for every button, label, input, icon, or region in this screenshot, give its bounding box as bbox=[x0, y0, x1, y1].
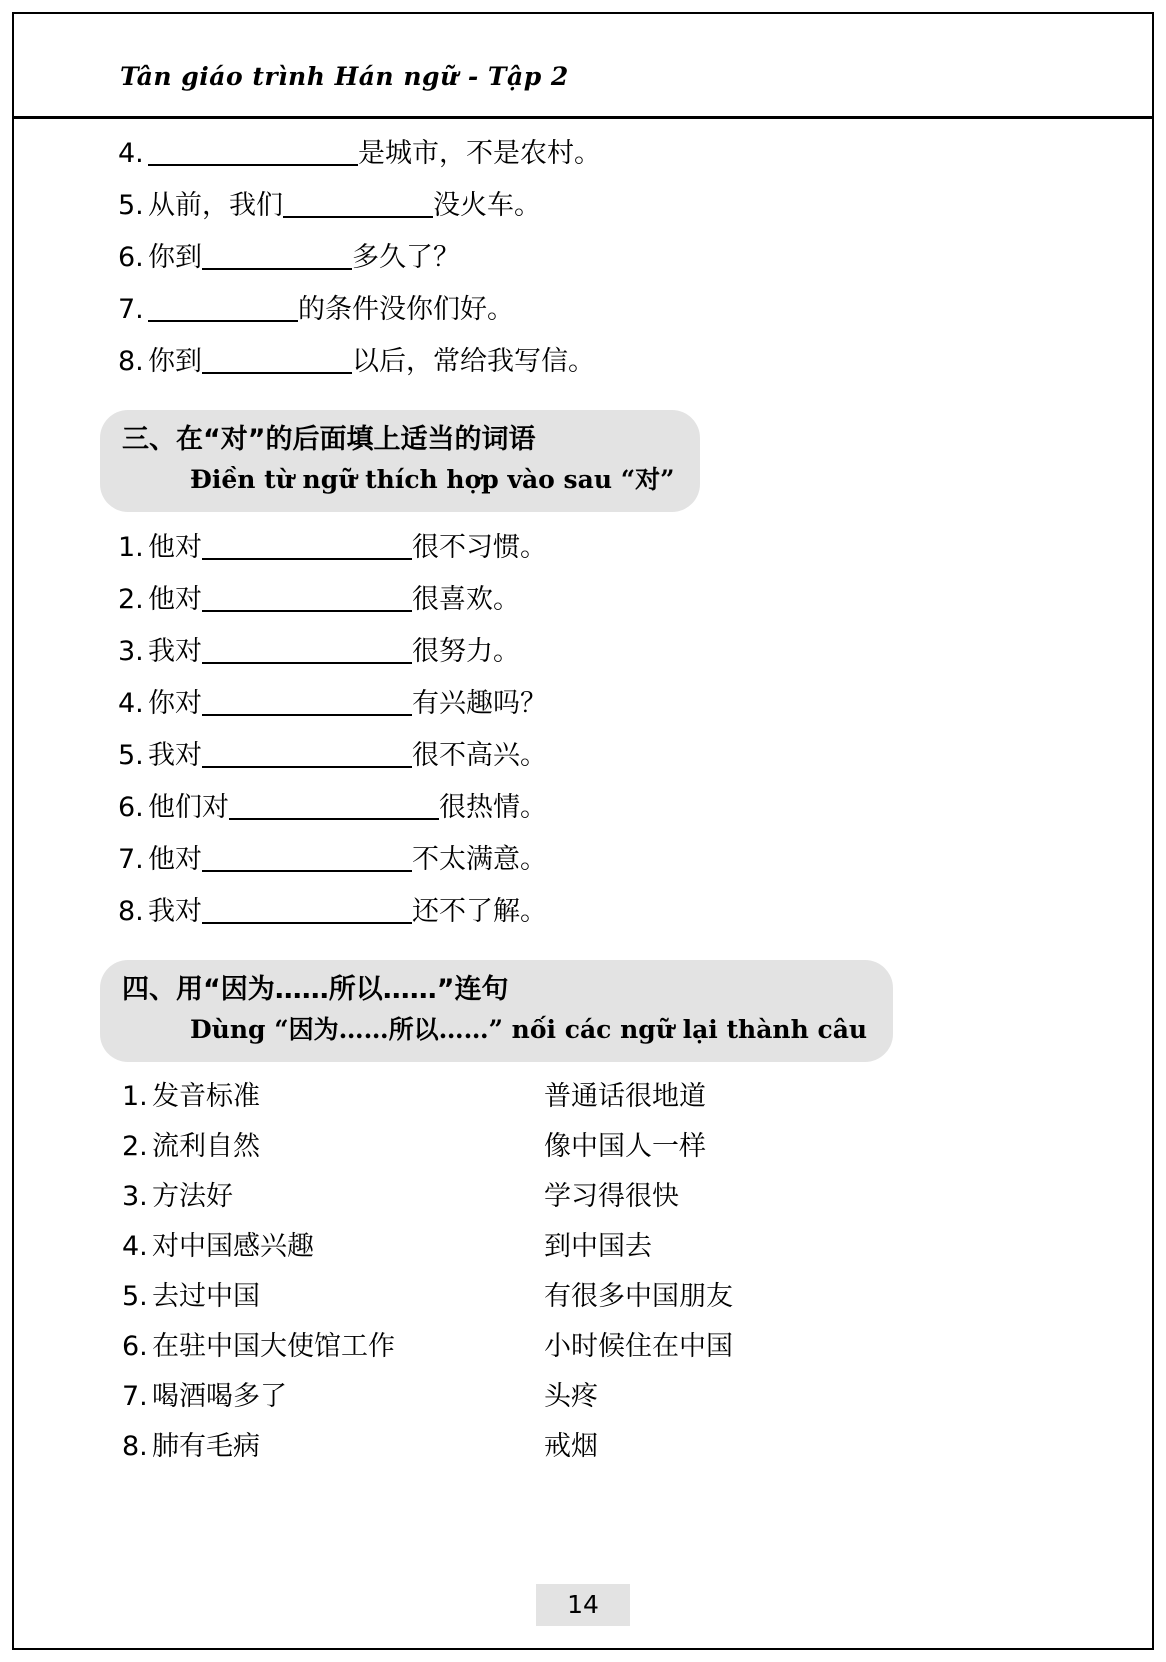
pair-right-text: 普通话很地道 bbox=[544, 1081, 706, 1112]
exercise-item bbox=[0, 730, 1166, 782]
pair-right-text: 小时候住在中国 bbox=[544, 1331, 733, 1362]
item-number: 7. bbox=[118, 294, 144, 325]
item-text-after: 没火车。 bbox=[433, 190, 541, 221]
item-text-before: 他对 bbox=[148, 584, 202, 615]
section-three-heading-cn: 三、在“对”的后面填上适当的词语 bbox=[122, 424, 536, 455]
item-text-after: 是城市，不是农村。 bbox=[358, 138, 601, 169]
item-number: 8. bbox=[122, 1431, 148, 1462]
fill-blank[interactable] bbox=[202, 844, 412, 872]
pair-left bbox=[122, 1072, 544, 1122]
item-text-after: 很不习惯。 bbox=[412, 532, 547, 563]
exercise-item bbox=[0, 626, 1166, 678]
exercise-item bbox=[0, 522, 1166, 574]
item-text-after: 有兴趣吗？ bbox=[412, 688, 547, 719]
section-four-heading bbox=[100, 960, 893, 1062]
fill-blank[interactable] bbox=[202, 242, 352, 270]
item-number: 4. bbox=[122, 1231, 148, 1262]
item-number: 6. bbox=[118, 792, 144, 823]
page-content bbox=[0, 128, 1166, 1472]
exercise-item bbox=[0, 336, 1166, 388]
section-three-heading bbox=[100, 410, 700, 512]
item-number: 7. bbox=[118, 844, 144, 875]
pair-left-text: 肺有毛病 bbox=[152, 1431, 260, 1462]
pair-item bbox=[0, 1222, 1166, 1272]
item-number: 2. bbox=[122, 1131, 148, 1162]
exercise-item bbox=[0, 782, 1166, 834]
item-number: 3. bbox=[118, 636, 144, 667]
pair-left-text: 方法好 bbox=[152, 1181, 233, 1212]
item-text-before: 我对 bbox=[148, 636, 202, 667]
exercise-two-list bbox=[0, 128, 1166, 388]
pair-left-text: 发音标准 bbox=[152, 1081, 260, 1112]
item-number: 5. bbox=[122, 1281, 148, 1312]
item-text-before: 他们对 bbox=[148, 792, 229, 823]
pair-left bbox=[122, 1122, 544, 1172]
book-title: Tân giáo trình Hán ngữ - Tập 2 bbox=[120, 62, 569, 91]
pair-right-text: 戒烟 bbox=[544, 1431, 598, 1462]
header-divider bbox=[14, 116, 1152, 119]
item-number: 5. bbox=[118, 190, 144, 221]
item-text-before: 从前，我们 bbox=[148, 190, 283, 221]
item-number: 4. bbox=[118, 138, 144, 169]
item-text-after: 不太满意。 bbox=[412, 844, 547, 875]
item-text-after: 以后，常给我写信。 bbox=[352, 346, 595, 377]
pair-item bbox=[0, 1172, 1166, 1222]
item-text-before: 我对 bbox=[148, 896, 202, 927]
exercise-item bbox=[0, 284, 1166, 336]
item-number: 2. bbox=[118, 584, 144, 615]
fill-blank[interactable] bbox=[229, 792, 439, 820]
page-header bbox=[120, 62, 920, 110]
pair-left bbox=[122, 1372, 544, 1422]
fill-blank[interactable] bbox=[283, 190, 433, 218]
item-text-after: 很努力。 bbox=[412, 636, 520, 667]
exercise-item bbox=[0, 180, 1166, 232]
pair-right-text: 有很多中国朋友 bbox=[544, 1281, 733, 1312]
item-text-after: 还不了解。 bbox=[412, 896, 547, 927]
pair-left bbox=[122, 1222, 544, 1272]
pair-item bbox=[0, 1072, 1166, 1122]
pair-right-text: 头疼 bbox=[544, 1381, 598, 1412]
item-number: 5. bbox=[118, 740, 144, 771]
fill-blank[interactable] bbox=[148, 138, 358, 166]
item-text-before: 你到 bbox=[148, 242, 202, 273]
pair-right-text: 学习得很快 bbox=[544, 1181, 679, 1212]
section-three-heading-vi: Điền từ ngữ thích hợp vào sau “对” bbox=[190, 465, 675, 494]
item-text-after: 很喜欢。 bbox=[412, 584, 520, 615]
exercise-item bbox=[0, 834, 1166, 886]
pair-left-text: 去过中国 bbox=[152, 1281, 260, 1312]
exercise-item bbox=[0, 886, 1166, 938]
section-three-list bbox=[0, 522, 1166, 938]
pair-left bbox=[122, 1172, 544, 1222]
exercise-item bbox=[0, 574, 1166, 626]
pair-left-text: 流利自然 bbox=[152, 1131, 260, 1162]
fill-blank[interactable] bbox=[202, 896, 412, 924]
pair-item bbox=[0, 1372, 1166, 1422]
fill-blank[interactable] bbox=[148, 294, 298, 322]
fill-blank[interactable] bbox=[202, 636, 412, 664]
fill-blank[interactable] bbox=[202, 346, 352, 374]
item-text-before: 他对 bbox=[148, 532, 202, 563]
item-number: 1. bbox=[122, 1081, 148, 1112]
section-four-list bbox=[0, 1072, 1166, 1472]
item-text-before: 他对 bbox=[148, 844, 202, 875]
item-number: 6. bbox=[122, 1331, 148, 1362]
item-number: 1. bbox=[118, 532, 144, 563]
item-number: 6. bbox=[118, 242, 144, 273]
item-text-after: 很热情。 bbox=[439, 792, 547, 823]
exercise-item bbox=[0, 232, 1166, 284]
item-text-after: 很不高兴。 bbox=[412, 740, 547, 771]
pair-item bbox=[0, 1322, 1166, 1372]
pair-left bbox=[122, 1422, 544, 1472]
section-four-heading-vi: Dùng “因为……所以……” nối các ngữ lại thành câu bbox=[190, 1015, 868, 1044]
pair-item bbox=[0, 1122, 1166, 1172]
pair-right-text: 到中国去 bbox=[544, 1231, 652, 1262]
fill-blank[interactable] bbox=[202, 688, 412, 716]
pair-item bbox=[0, 1422, 1166, 1472]
item-text-after: 多久了？ bbox=[352, 242, 460, 273]
item-number: 8. bbox=[118, 896, 144, 927]
exercise-item bbox=[0, 128, 1166, 180]
fill-blank[interactable] bbox=[202, 532, 412, 560]
pair-left bbox=[122, 1272, 544, 1322]
fill-blank[interactable] bbox=[202, 584, 412, 612]
fill-blank[interactable] bbox=[202, 740, 412, 768]
item-text-before: 我对 bbox=[148, 740, 202, 771]
pair-left-text: 对中国感兴趣 bbox=[152, 1231, 314, 1262]
section-four-heading-cn: 四、用“因为……所以……”连句 bbox=[122, 974, 509, 1005]
page-number: 14 bbox=[536, 1584, 630, 1626]
item-number: 8. bbox=[118, 346, 144, 377]
item-text-before: 你对 bbox=[148, 688, 202, 719]
exercise-item bbox=[0, 678, 1166, 730]
item-number: 3. bbox=[122, 1181, 148, 1212]
pair-left-text: 喝酒喝多了 bbox=[152, 1381, 287, 1412]
item-number: 4. bbox=[118, 688, 144, 719]
item-number: 7. bbox=[122, 1381, 148, 1412]
item-text-before: 你到 bbox=[148, 346, 202, 377]
pair-left bbox=[122, 1322, 544, 1372]
pair-right-text: 像中国人一样 bbox=[544, 1131, 706, 1162]
item-text-after: 的条件没你们好。 bbox=[298, 294, 514, 325]
pair-left-text: 在驻中国大使馆工作 bbox=[152, 1331, 395, 1362]
pair-item bbox=[0, 1272, 1166, 1322]
